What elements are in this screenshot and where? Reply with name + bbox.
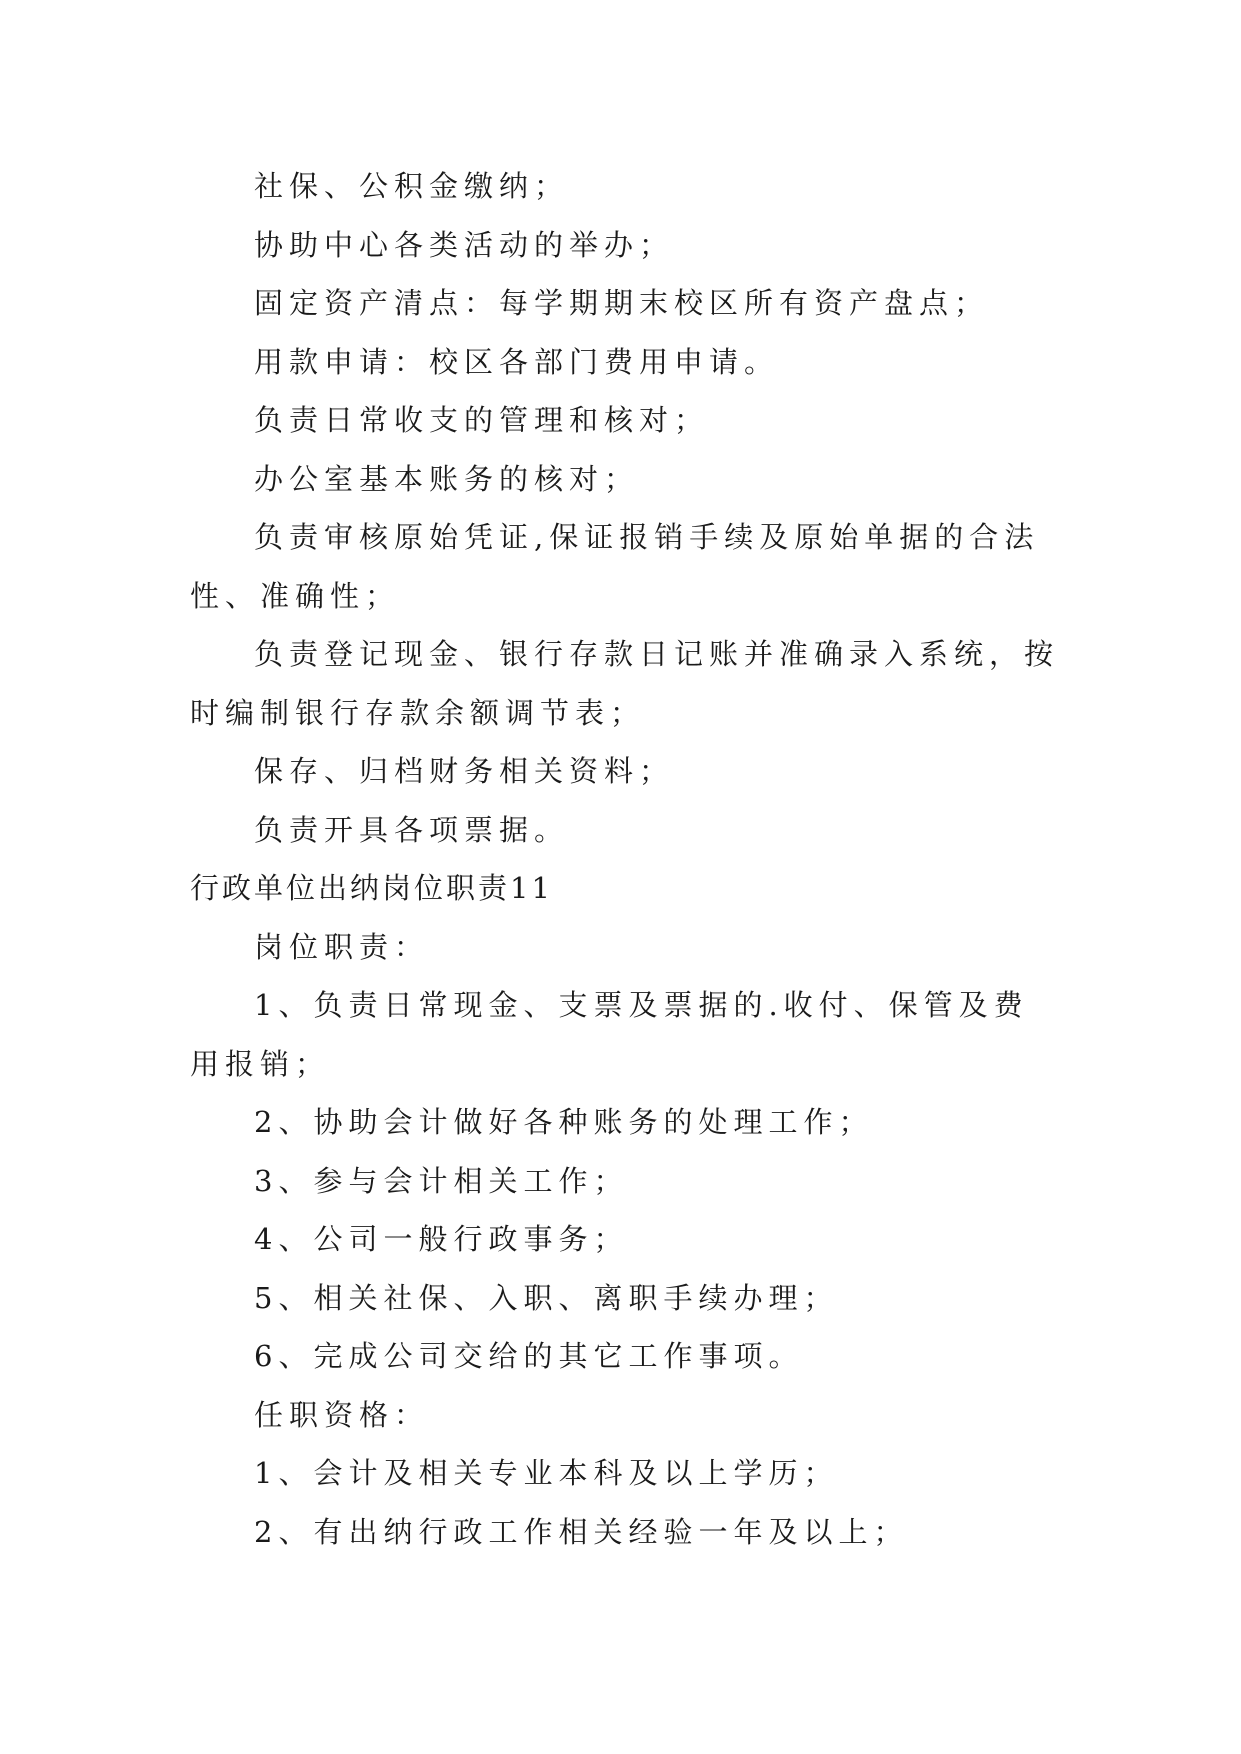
duty-item: 5、相关社保、入职、离职手续办理； xyxy=(254,1280,839,1315)
duty-item: 3、参与会计相关工作； xyxy=(254,1163,629,1198)
paragraph: 负责审核原始凭证,保证报销手续及原始单据的合法性、准确性； xyxy=(190,520,1040,613)
paragraph: 用款申请：校区各部门费用申请。 xyxy=(254,344,780,379)
duty-item: 2、协助会计做好各种账务的处理工作； xyxy=(254,1105,874,1139)
paragraph: 办公室基本账务的核对； xyxy=(254,461,640,496)
qualification-item: 2、有出纳行政工作相关经验一年及以上； xyxy=(254,1514,909,1549)
qualifications-label: 任职资格： xyxy=(254,1397,430,1432)
paragraph: 负责开具各项票据。 xyxy=(254,812,570,847)
duty-item: 1、负责日常现金、支票及票据的.收付、保管及费用报销； xyxy=(190,988,1029,1081)
duty-item: 6、完成公司交给的其它工作事项。 xyxy=(254,1339,804,1373)
paragraph: 固定资产清点：每学期期末校区所有资产盘点； xyxy=(254,286,990,320)
paragraph: 负责登记现金、银行存款日记账并准确录入系统，按时编制银行存款余额调节表； xyxy=(190,637,1060,730)
paragraph: 协助中心各类活动的举办； xyxy=(254,227,675,262)
qualification-item: 1、会计及相关专业本科及以上学历； xyxy=(254,1456,839,1490)
section-heading: 行政单位出纳岗位职责11 xyxy=(190,871,553,905)
duties-label: 岗位职责： xyxy=(254,929,430,964)
document-body xyxy=(190,157,1060,1561)
paragraph: 社保、公积金缴纳； xyxy=(254,169,570,203)
duty-item: 4、公司一般行政事务； xyxy=(254,1222,629,1256)
paragraph: 负责日常收支的管理和核对； xyxy=(254,403,710,437)
paragraph: 保存、归档财务相关资料； xyxy=(254,754,675,788)
